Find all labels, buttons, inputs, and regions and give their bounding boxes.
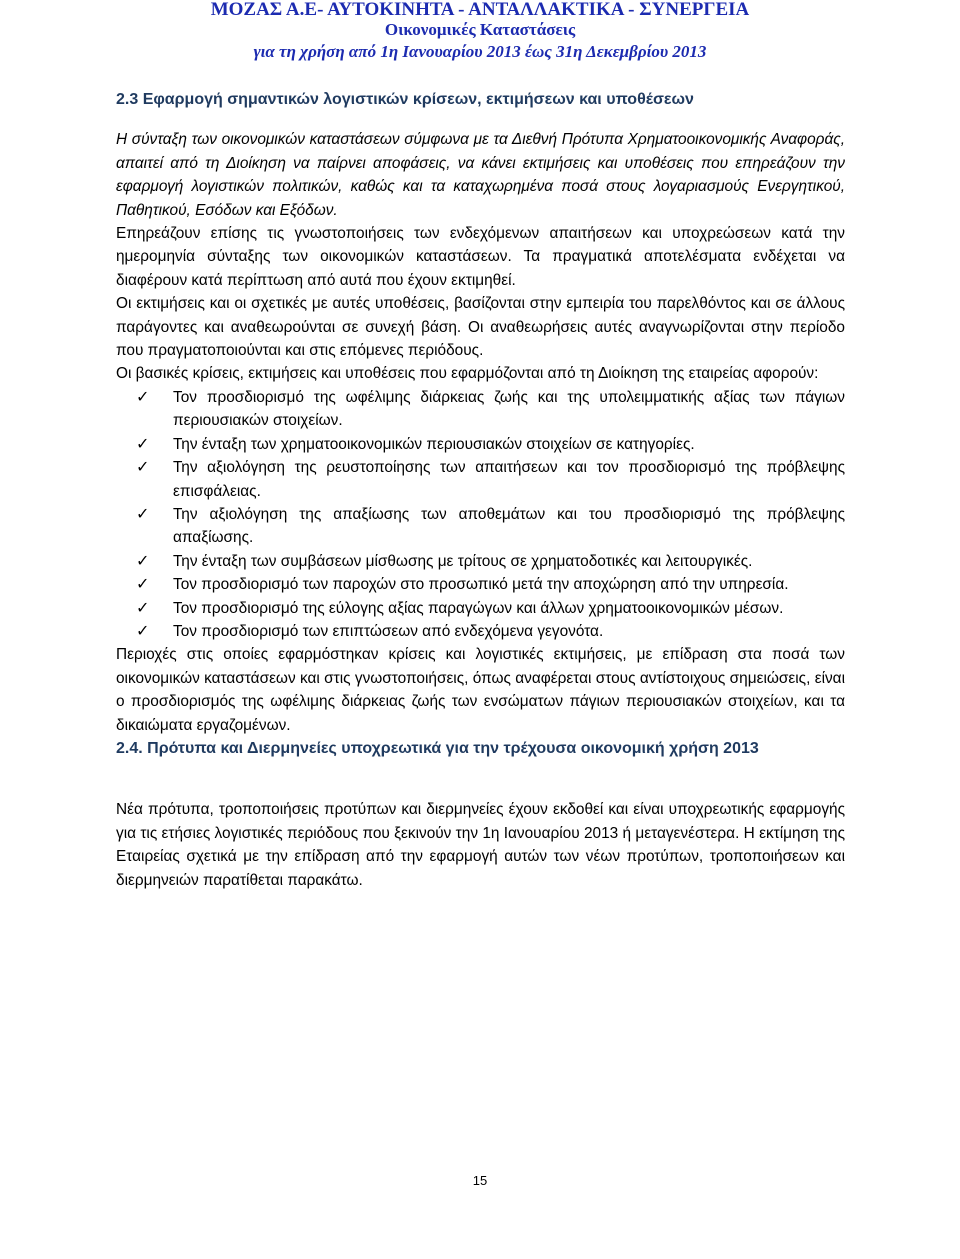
paragraph-intro: Η σύνταξη των οικονομικών καταστάσεων σύμφωνα με τα Διεθνή Πρότυπα Χρηματοοικονομικής Αναφοράς, απαιτεί από τη Διοίκηση να παίρνει αποφάσεις, να κάνει εκτιμήσεις και υποθέσεις που επηρεάζουν την εφαρμογή λογιστικών πολιτικών, καθώς και τα καταχωρημένα ποσά στους λογαριασμούς Ενεργητικού, Παθητικού, Εσόδων και Εξόδων. <box>116 131 845 219</box>
list-item: ✓ Την αξιολόγηση της ρευστοποίησης των απαιτήσεων και τον προσδιορισμό της πρόβλεψης επισφάλειας. <box>116 456 845 503</box>
list-item: ✓ Τον προσδιορισμό της εύλογης αξίας παραγώγων και άλλων χρηματοοικονομικών μέσων. <box>116 597 845 620</box>
paragraph-disclosures: Επηρεάζουν επίσης τις γνωστοποιήσεις των ενδεχόμενων απαιτήσεων και υποχρεώσεων κατά την ημερομηνία σύνταξης των οικονομικών καταστάσεων. Τα πραγματικά αποτελέσματα ενδέχεται να διαφέρουν κατά περίπτωση από αυτά που έχουν εκτιμηθεί. <box>116 225 845 289</box>
paragraph-new-standards: Νέα πρότυπα, τροποποιήσεις προτύπων και διερμηνείες έχουν εκδοθεί και είναι υποχρεωτικής εφαρμογής για τις ετήσιες λογιστικές περιόδους που ξεκινούν την 1η Ιανουαρίου 2013 ή μεταγενέστερα. Η εκτίμηση της Εταιρείας σχετικά με την επίδραση από την εφαρμογή αυτών των νέων προτύπων, τροποποιήσεων και διερμηνειών παρατίθεται παρακάτω. <box>116 801 845 889</box>
page-header <box>0 0 960 64</box>
page-body <box>116 88 845 892</box>
list-item: ✓ Την ένταξη των χρηματοοικονομικών περιουσιακών στοιχείων σε κατηγορίες. <box>116 433 845 456</box>
document-type: Οικονομικές Καταστάσεις <box>384 20 576 39</box>
list-item: ✓ Την ένταξη των συμβάσεων μίσθωσης με τρίτους σε χρηματοδοτικές και λειτουργικές. <box>116 550 845 573</box>
company-name: ΜΟΖΑΣ Α.Ε- ΑΥΤΟΚΙΝΗΤΑ - ΑΝΤΑΛΛΑΚΤΙΚΑ - ΣΥΝΕΡΓΕΙΑ <box>210 0 750 20</box>
list-item: ✓ Τον προσδιορισμό των επιπτώσεων από ενδεχόμενα γεγονότα. <box>116 620 845 643</box>
check-mark-icon: ✓ <box>136 599 150 617</box>
check-mark-icon: ✓ <box>136 576 150 594</box>
check-mark-icon: ✓ <box>136 388 150 406</box>
list-item: ✓ Την αξιολόγηση της απαξίωσης των αποθεμάτων και του προσδιορισμό της πρόβλεψης απαξίωσης. <box>116 503 845 550</box>
paragraph-key-judgements: Οι βασικές κρίσεις, εκτιμήσεις και υποθέσεις που εφαρμόζονται από τη Διοίκηση της εταιρείας αφορούν: <box>116 365 819 383</box>
paragraph-areas: Περιοχές στις οποίες εφαρμόστηκαν κρίσεις και λογιστικές εκτιμήσεις, με επίδραση στα ποσά των οικονομικών καταστάσεων και στις γνωστοποιήσεις, όπως αναφέρεται στους αντίστοιχους σημειώσεις, είναι ο προσδιορισμός της ωφέλιμης διάρκειας ζωής των ενσώματων πάγιων περιουσιακών στοιχείων, και τα δικαιώματα εργαζομένων. <box>116 646 845 734</box>
section-title-2-4: 2.4. Πρότυπα και Διερμηνείες υποχρεωτικά για την τρέχουσα οικονομική χρήση 2013 <box>116 739 759 757</box>
check-mark-icon: ✓ <box>136 435 150 453</box>
page-number: 15 <box>472 1173 488 1188</box>
section-title-2-3: 2.3 Εφαρμογή σημαντικών λογιστικών κρίσεων, εκτιμήσεων και υποθέσεων <box>116 91 694 108</box>
list-item: ✓ Τον προσδιορισμό της ωφέλιμης διάρκειας ζωής και της υπολειμματικής αξίας των πάγιων περιουσιακών στοιχείων. <box>116 386 845 433</box>
check-mark-icon: ✓ <box>136 505 150 523</box>
check-mark-icon: ✓ <box>136 622 150 640</box>
list-item: ✓ Τον προσδιορισμό των παροχών στο προσωπικό μετά την αποχώρηση από την υπηρεσία. <box>116 573 845 596</box>
reporting-period: για τη χρήση από 1η Ιανουαρίου 2013 έως 31η Δεκεμβρίου 2013 <box>253 42 707 61</box>
check-mark-icon: ✓ <box>136 552 150 570</box>
check-mark-icon: ✓ <box>136 459 150 477</box>
judgements-list <box>116 386 845 643</box>
paragraph-estimates: Οι εκτιμήσεις και οι σχετικές με αυτές υποθέσεις, βασίζονται στην εμπειρία του παρελθόντος και σε άλλους παράγοντες και αναθεωρούνται σε συνεχή βάση. Οι αναθεωρήσεις αυτές αναγνωρίζονται στην περίοδο που πραγματοποιούνται και στις επόμενες περιόδους. <box>116 295 845 360</box>
